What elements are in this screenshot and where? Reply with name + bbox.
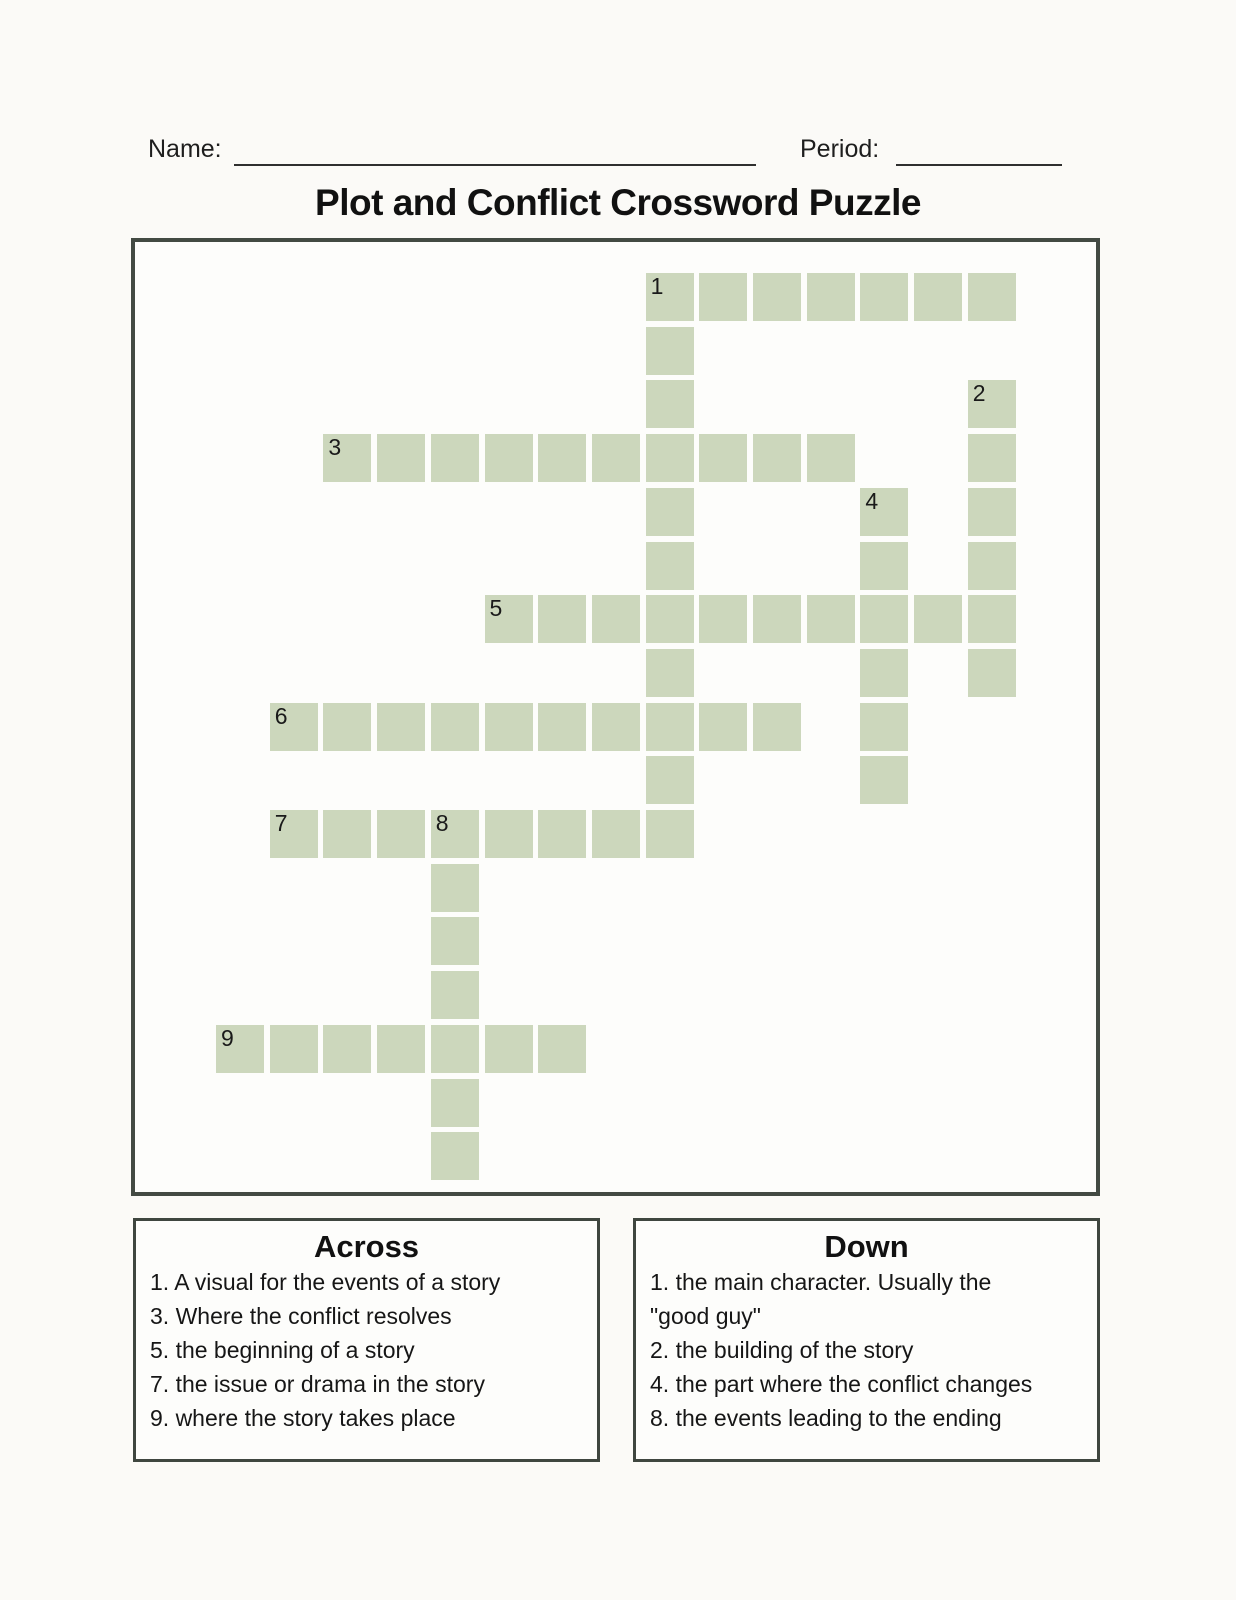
crossword-cell[interactable]	[431, 1079, 479, 1127]
crossword-cell[interactable]	[431, 703, 479, 751]
crossword-cell[interactable]	[538, 1025, 586, 1073]
cell-number: 8	[435, 810, 449, 836]
crossword-cell[interactable]	[860, 703, 908, 751]
cell-number: 5	[489, 595, 503, 622]
cell-number: 4	[865, 487, 879, 514]
crossword-cell[interactable]	[699, 273, 747, 321]
crossword-cell[interactable]	[431, 434, 479, 482]
crossword-cell[interactable]	[431, 971, 479, 1019]
across-clue-list	[150, 1265, 583, 1435]
crossword-cell[interactable]	[431, 864, 479, 912]
clue-line: 3. Where the conflict resolves	[150, 1303, 452, 1329]
clue-line: 7. the issue or drama in the story	[150, 1371, 485, 1397]
crossword-cell[interactable]	[485, 595, 533, 643]
crossword-cell[interactable]	[646, 703, 694, 751]
crossword-cell[interactable]	[860, 756, 908, 804]
crossword-cell[interactable]	[485, 1025, 533, 1073]
crossword-cell[interactable]	[699, 595, 747, 643]
cell-number: 3	[328, 434, 342, 461]
period-blank-line[interactable]	[896, 164, 1062, 166]
crossword-cell[interactable]	[646, 542, 694, 590]
crossword-cell[interactable]	[807, 434, 855, 482]
clue-line: "good guy"	[650, 1303, 761, 1329]
crossword-cell[interactable]	[753, 273, 801, 321]
crossword-cell[interactable]	[968, 542, 1016, 590]
cell-number: 6	[274, 702, 288, 729]
crossword-cell[interactable]	[646, 273, 694, 321]
clue-item	[150, 1333, 583, 1367]
clue-line: 1. A visual for the events of a story	[150, 1269, 501, 1295]
crossword-cell[interactable]	[431, 810, 479, 858]
cell-number: 9	[221, 1024, 234, 1051]
crossword-cell[interactable]	[753, 703, 801, 751]
crossword-cell[interactable]	[485, 810, 533, 858]
crossword-cell[interactable]	[968, 380, 1016, 428]
crossword-cell[interactable]	[860, 595, 908, 643]
crossword-cell[interactable]	[968, 273, 1016, 321]
crossword-cell[interactable]	[860, 542, 908, 590]
clue-line: 4. the part where the conflict changes	[650, 1371, 1033, 1397]
crossword-cell[interactable]	[377, 434, 425, 482]
crossword-cell[interactable]	[646, 756, 694, 804]
crossword-cell[interactable]	[968, 649, 1016, 697]
crossword-cell[interactable]	[968, 595, 1016, 643]
across-clues-box	[133, 1218, 600, 1462]
crossword-cell[interactable]	[914, 273, 962, 321]
cell-number: 7	[274, 810, 288, 836]
clue-item	[150, 1265, 583, 1299]
clue-item	[650, 1367, 1083, 1401]
crossword-cell[interactable]	[646, 810, 694, 858]
clue-item	[150, 1401, 583, 1435]
crossword-cell[interactable]	[323, 703, 371, 751]
crossword-cell[interactable]	[431, 917, 479, 965]
clue-line: 2. the building of the story	[650, 1337, 914, 1363]
crossword-cell[interactable]	[270, 1025, 318, 1073]
crossword-cell[interactable]	[753, 595, 801, 643]
crossword-cell[interactable]	[699, 434, 747, 482]
crossword-cell[interactable]	[485, 434, 533, 482]
crossword-cell[interactable]	[538, 810, 586, 858]
crossword-cell[interactable]	[592, 595, 640, 643]
crossword-cell[interactable]	[646, 380, 694, 428]
across-heading: Across	[313, 1229, 420, 1264]
clue-item	[650, 1401, 1083, 1435]
crossword-cell[interactable]	[860, 649, 908, 697]
name-label: Name:	[148, 135, 222, 163]
crossword-cell[interactable]	[538, 595, 586, 643]
clue-line: 1. the main character. Usually the	[650, 1269, 992, 1295]
down-clue-list	[650, 1265, 1083, 1435]
crossword-cell[interactable]	[270, 703, 318, 751]
crossword-cell[interactable]	[323, 810, 371, 858]
clue-item	[150, 1299, 583, 1333]
crossword-cell[interactable]	[377, 703, 425, 751]
crossword-cell[interactable]	[699, 703, 747, 751]
crossword-cell[interactable]	[323, 1025, 371, 1073]
crossword-grid	[131, 238, 1100, 1196]
crossword-cell[interactable]	[323, 434, 371, 482]
down-clues-box	[633, 1218, 1100, 1462]
crossword-cell[interactable]	[646, 327, 694, 375]
crossword-cell[interactable]	[914, 595, 962, 643]
clue-item	[650, 1333, 1083, 1367]
name-blank-line[interactable]	[234, 164, 756, 166]
clue-item	[650, 1265, 1083, 1333]
crossword-cell[interactable]	[216, 1025, 264, 1073]
crossword-cell[interactable]	[592, 434, 640, 482]
crossword-cell[interactable]	[646, 488, 694, 536]
crossword-cell[interactable]	[807, 273, 855, 321]
crossword-cell[interactable]	[431, 1132, 479, 1180]
crossword-cell[interactable]	[968, 434, 1016, 482]
cell-number: 2	[972, 380, 986, 407]
crossword-cell[interactable]	[538, 703, 586, 751]
crossword-cell[interactable]	[538, 434, 586, 482]
crossword-cell[interactable]	[646, 434, 694, 482]
period-label: Period:	[800, 135, 880, 163]
crossword-cell[interactable]	[968, 488, 1016, 536]
clue-item	[150, 1367, 583, 1401]
clue-line: 5. the beginning of a story	[150, 1337, 415, 1363]
clue-line: 8. the events leading to the ending	[650, 1405, 1002, 1431]
crossword-cell[interactable]	[485, 703, 533, 751]
crossword-cell[interactable]	[860, 488, 908, 536]
clue-line: 9. where the story takes place	[150, 1405, 456, 1431]
crossword-cell[interactable]	[270, 810, 318, 858]
crossword-cell[interactable]	[753, 434, 801, 482]
crossword-cell[interactable]	[431, 1025, 479, 1073]
crossword-cell[interactable]	[646, 649, 694, 697]
down-heading: Down	[824, 1229, 909, 1264]
crossword-cell[interactable]	[592, 810, 640, 858]
crossword-cell[interactable]	[860, 273, 908, 321]
crossword-cell[interactable]	[807, 595, 855, 643]
crossword-cell[interactable]	[377, 810, 425, 858]
page-title: Plot and Conflict Crossword Puzzle	[315, 182, 921, 223]
crossword-cell[interactable]	[646, 595, 694, 643]
crossword-cell[interactable]	[377, 1025, 425, 1073]
cell-number: 1	[650, 273, 664, 299]
crossword-cell[interactable]	[592, 703, 640, 751]
